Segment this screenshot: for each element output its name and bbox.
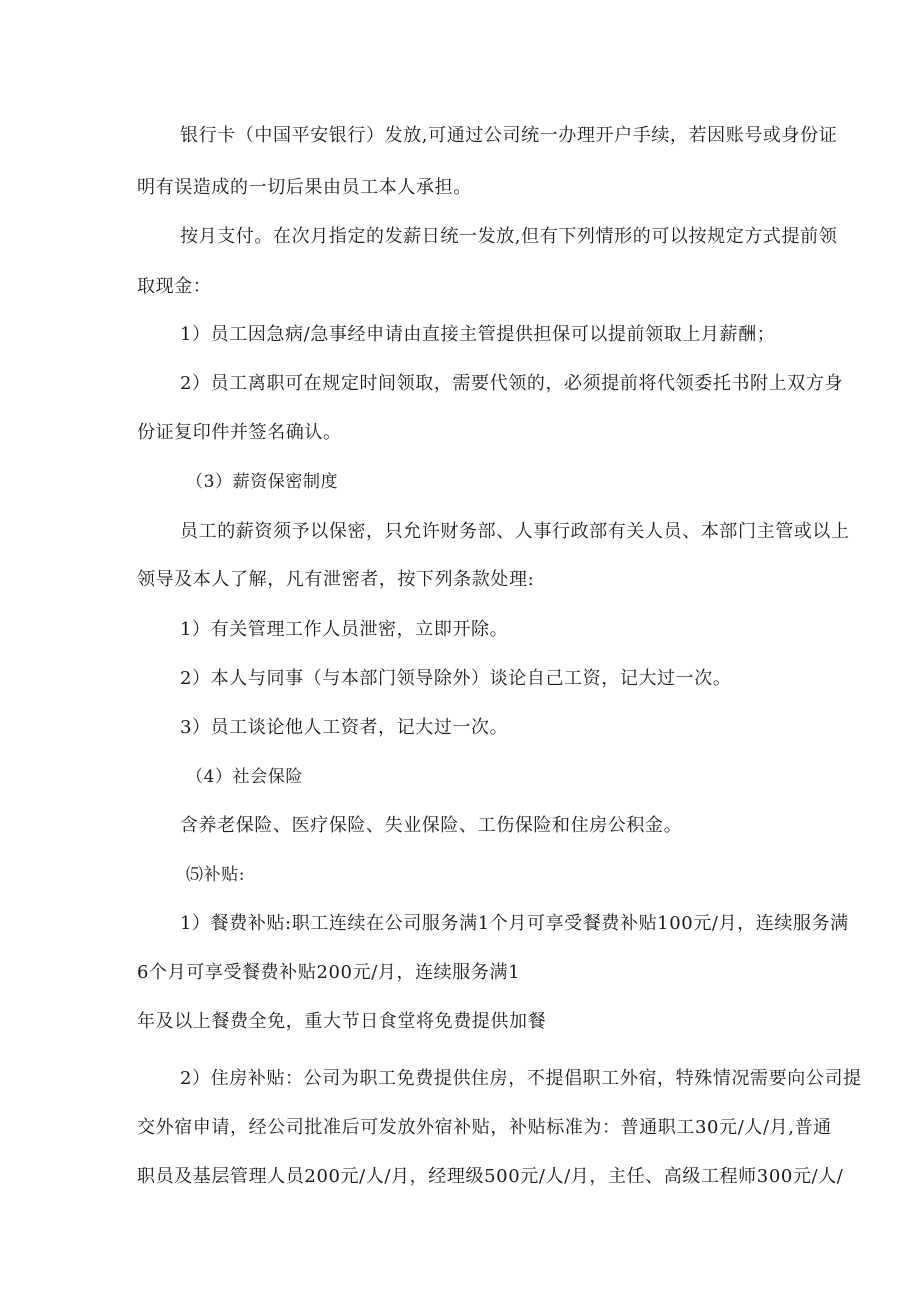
paragraph-line: 年及以上餐费全免，重大节日食堂将免费提供加餐 [137, 1011, 547, 1032]
list-item: 2）住房补贴：公司为职工免费提供住房，不提倡职工外宿，特殊情况需要向公司提 [180, 1068, 862, 1089]
paragraph-line: 职员及基层管理人员200元/人/月，经理级500元/人/月，主任、高级工程师300元/人/ [137, 1166, 844, 1187]
paragraph-line: 取现金： [137, 276, 212, 297]
paragraph-line: 交外宿申请，经公司批准后可发放外宿补贴，补贴标准为：普通职工30元/人/月,普通 [137, 1117, 832, 1138]
list-item: 1）员工因急病/急事经申请由直接主管提供担保可以提前领取上月薪酬； [180, 324, 776, 345]
paragraph-line: 含养老保险、医疗保险、失业保险、工伤保险和住房公积金。 [180, 815, 683, 836]
paragraph-line: 领导及本人了解，凡有泄密者，按下列条款处理: [137, 569, 535, 590]
list-item: 2）员工离职可在规定时间领取，需要代领的，必须提前将代领委托书附上双方身 [180, 373, 844, 394]
paragraph-line: 明有误造成的一切后果由员工本人承担。 [137, 177, 472, 198]
list-item: 1）餐费补贴:职工连续在公司服务满1个月可享受餐费补贴100元/月，连续服务满 [180, 913, 849, 934]
list-item: 1）有关管理工作人员泄密，立即开除。 [180, 619, 509, 640]
paragraph-line: 员工的薪资须予以保密，只允许财务部、人事行政部有关人员、本部门主管或以上 [180, 521, 850, 542]
paragraph-line: 份证复印件并签名确认。 [137, 422, 342, 443]
section-heading: （3）薪资保密制度 [186, 472, 339, 492]
paragraph-line: 按月支付。在次月指定的发薪日统一发放,但有下列情形的可以按规定方式提前领 [180, 226, 838, 247]
section-heading: ⑸补贴: [186, 865, 246, 885]
list-item: 2）本人与同事（与本部门领导除外）谈论自己工资，记大过一次。 [180, 668, 732, 689]
paragraph-line: 6个月可享受餐费补贴200元/月，连续服务满1 [137, 962, 521, 983]
list-item: 3）员工谈论他人工资者，记大过一次。 [180, 717, 509, 738]
section-heading: （4）社会保险 [186, 767, 304, 787]
paragraph-line: 银行卡（中国平安银行）发放,可通过公司统一办理开户手续，若因账号或身份证 [180, 125, 838, 146]
